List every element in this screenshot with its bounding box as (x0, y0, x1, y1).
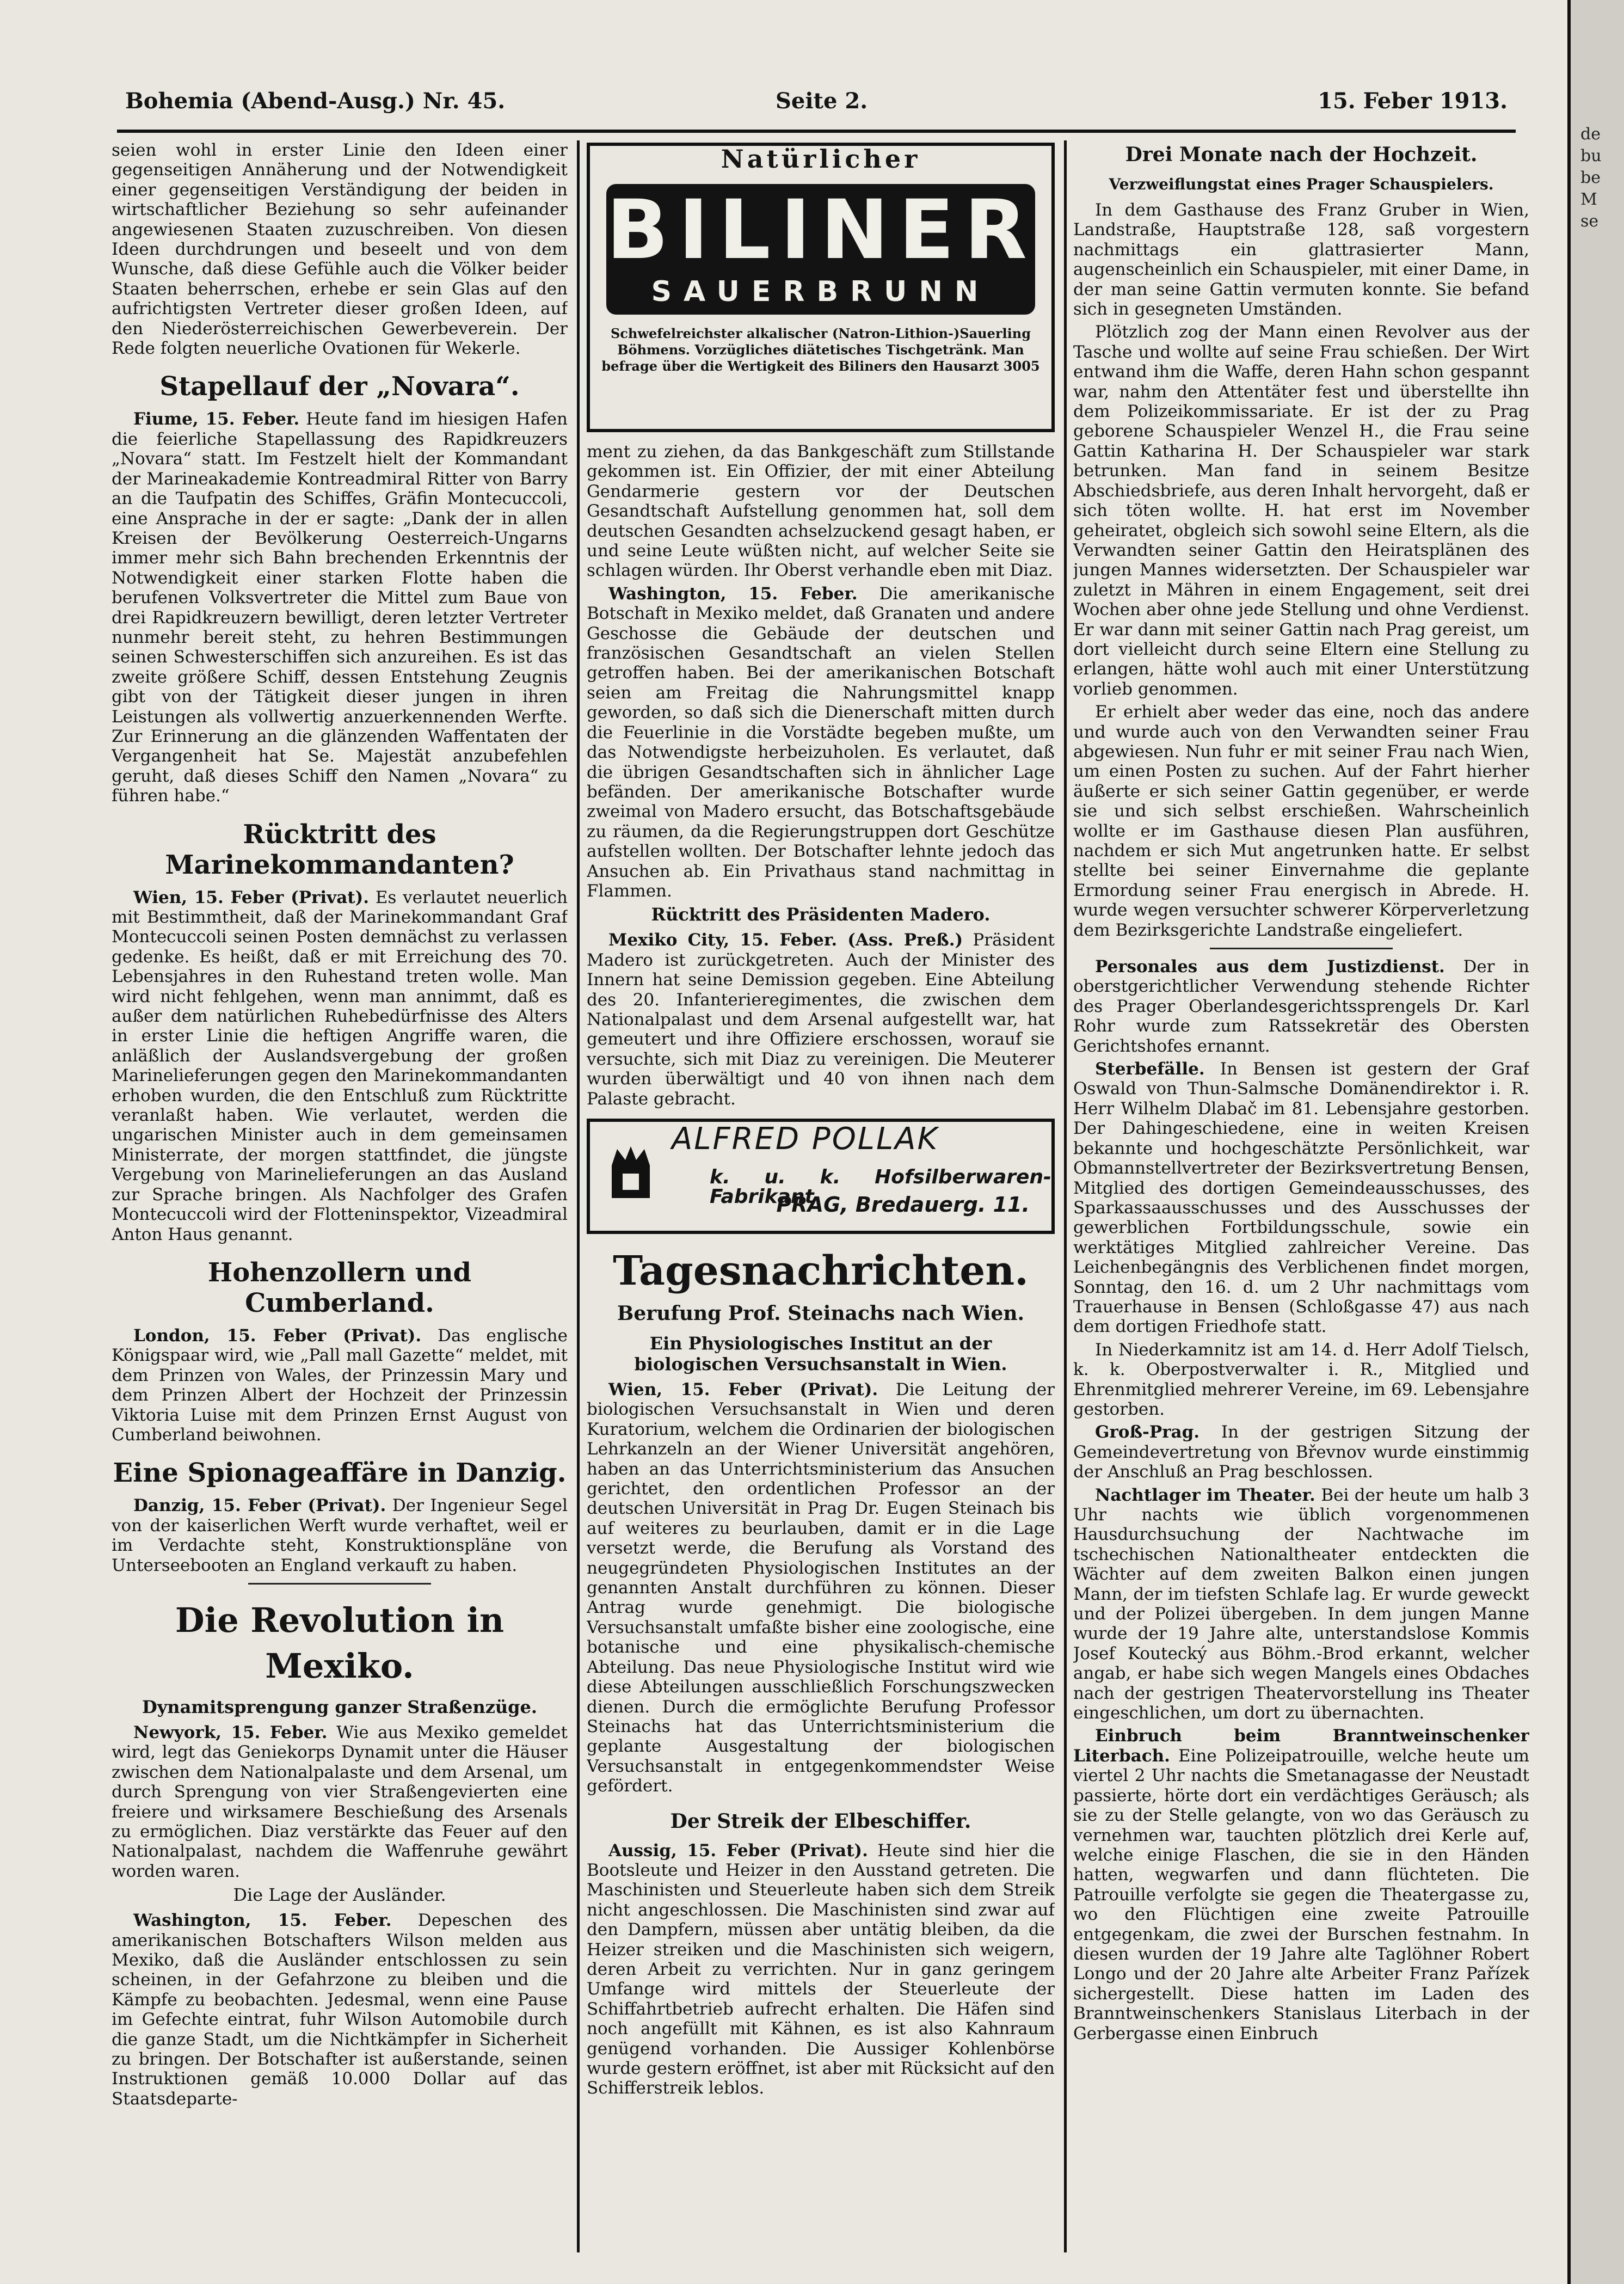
section-title-tagesnachrichten: Tagesnachrichten. (613, 1248, 1029, 1294)
article-text: Der in oberstgerichtlicher Verwendung stehende Richter des Prager Oberlandesgerichtssprengels Dr. Karl Rohr wurde zum Ratssekretär des Obersten Gerichtshofes ernannt. (1073, 957, 1529, 1056)
dateline: Aussig, 15. Feber (Privat). (608, 1840, 868, 1861)
article-spionage (112, 1496, 568, 1575)
page-header (125, 82, 1508, 125)
article-text: Präsident Madero ist zurückgetreten. Auch der Minister des Innern hat seine Demission gegeben. Eine Abteilung des 20. Infanterieregimentes, die zwischen dem Nationalpalast und dem Arsenal aufgestellt war, hat gemeutert und ihre Offiziere erschossen, worauf sie versuchte, sich mit Diaz zu vereinigen. Die Meuterer wurden überwältigt und 40 von ihnen nach dem Palaste gebracht. (587, 930, 1055, 1109)
item-title: Nachtlager im Theater. (1095, 1485, 1315, 1505)
headline-spionage: Eine Spionageaffäre in Danzig. (113, 1458, 567, 1489)
subheadline-revolution: Dynamitsprengung ganzer Straßenzüge. (142, 1696, 538, 1717)
article-steinach (587, 1380, 1055, 1796)
headline-ruecktritt: Rücktritt des Marinekommandanten? (165, 819, 514, 880)
article-text: Wie aus Mexiko gemeldet wird, legt das Geniekorps Dynamit unter die Häuser zwischen dem Nationalpalaste und dem Arsenal, um durch Sprengung von vier Straßengevierten eine freiere und wirksamere Beschießung des Arsenals zu ermöglichen. Diaz verstärkte das Feuer auf den Nationalpalast, nachdem die Waffenruhe gewährt worden waren. (112, 1722, 568, 1881)
dateline: Newyork, 15. Feber. (133, 1722, 328, 1742)
article-text: Das englische Königspaar wird, wie „Pall mall Gazette“ meldet, mit dem Prinzen von Wales, der Prinzessin Mary und dem Prinzen Albert der Hochzeit der Prinzessin Viktoria Luise mit dem Prinzen Ernst August von Cumberland beiwohnen. (112, 1325, 568, 1445)
news-nachtlager (1073, 1485, 1529, 1723)
header-rule (117, 130, 1516, 133)
item-title: Einbruch beim Branntweinschenker Literbach. (1073, 1726, 1529, 1766)
column-divider-1 (577, 140, 580, 2252)
dateline: London, 15. Feber (Privat). (133, 1325, 422, 1346)
headline-steinach: Berufung Prof. Steinachs nach Wien. (617, 1302, 1025, 1325)
article-text: Der Ingenieur Segel von der kaiserlichen Werft wurde verhaftet, weil er im Verdachte steht, Konstruktionspläne von Unterseebooten an England verkauft zu haben. (112, 1496, 568, 1575)
column-divider-2 (1064, 140, 1067, 2252)
biliner-brand: BILINER (606, 183, 1037, 278)
news-einbruch (1073, 1726, 1529, 2043)
header-page-number: Seite 2. (776, 88, 868, 114)
biliner-ad-band (606, 184, 1035, 315)
biliner-sub: SAUERBRUNN (651, 275, 991, 308)
dateline: Danzig, 15. Feber (Privat). (133, 1496, 386, 1516)
headline-drei-monate: Drei Monate nach der Hochzeit. (1125, 143, 1478, 166)
dateline: Washington, 15. Feber. (608, 584, 858, 604)
crown-emblem-icon (606, 1144, 655, 1204)
subheadline-drei-monate: Verzweiflungstat eines Prager Schauspielers. (1109, 175, 1494, 193)
article-revolution (112, 1723, 568, 1881)
dateline: Wien, 15. Feber (Privat). (608, 1380, 878, 1399)
headline-novara: Stapellauf der „Novara“. (159, 371, 520, 402)
edge-fragment: M (1580, 190, 1597, 209)
article-elbeschiffer (587, 1841, 1055, 2098)
pollak-name: ALFRED POLLAK (672, 1121, 939, 1157)
article-text: Eine Polizeipatrouille, welche heute um viertel 2 Uhr nachts die Smetanagasse der Neustadt passierte, hörte dort ein verdächtiges Geräusch; als sie zu der Stelle gelangte, von wo das Geräusch zu vernehmen war, tauchten plötzlich drei Kerle auf, welche einige Flaschen, die sie in den Händen hatten, wegwarfen und dann flüchteten. Die Patrouille verfolgte sie gegen die Theatergasse zu, wo den Flüchtigen eine zweite Patrouille entgegenkam, die zwei der Burschen festnahm. In diesen wurden der 19 Jahre alte Taglöhner Robert Longo und der 20 Jahre alte Arbeiter Franz Pařízek sichergestellt. Diese hatten im Laden des Branntweinschenkers Stanislaus Literbach in der Gerbergasse einen Einbruch (1073, 1746, 1529, 2043)
column-1 (112, 140, 568, 2258)
item-title: Sterbefälle. (1095, 1059, 1205, 1079)
edge-fragment: se (1580, 212, 1599, 231)
article-text: Er erhielt aber weder das eine, noch das andere und wurde auch von den Verwandten seiner Frau abgewiesen. Nun fuhr er mit seiner Frau nach Wien, um einen Posten zu suchen. Auf der Fahrt hierher äußerte er sich seiner Gattin gegenüber, er werde sie und sich selbst erschießen. Wahrscheinlich wollte er im Gasthause diesen Plan ausführen, nachdem er sich Mut angetrunken hatte. Er selbst stellte bei seiner Einvernahme die geplante Ermordung seiner Frau energisch in Abrede. H. wurde wegen versuchter schwerer Körperverletzung dem Bezirksgerichte Landstraße eingeliefert. (1073, 702, 1529, 940)
edge-fragment: bu (1580, 146, 1602, 165)
headline-revolution: Die Revolution in Mexiko. (175, 1600, 505, 1686)
biliner-ad-top: Natürlicher (721, 144, 921, 174)
headline-hohenzollern: Hohenzollern und Cumberland. (207, 1257, 472, 1318)
adjacent-page-edge (1567, 0, 1624, 2284)
dateline: Mexiko City, 15. Feber. (Ass. Preß.) (608, 930, 963, 950)
article-text: Die Leitung der biologischen Versuchsanstalt in Wien und deren Kuratorium, welchem die Ordinarien der biologischen Lehrkanzeln an der Wiener Universität angehören, haben an das Unterrichtsministerium das Ansuchen gerichtet, den ordentlichen Professor an der deutschen Universität in Prag Dr. Eugen Steinach bis auf weiteres zu beurlauben, damit er in die Lage versetzt werde, die Berufung als Vorstand des neugegründeten Physiologischen Institutes an der genannten Anstalt durchführen zu können. Dieser Antrag wurde genehmigt. Die biologische Versuchsanstalt umfaßte bisher eine zoologische, eine botanische und eine physikalisch-chemische Abteilung. Das neue Physiologische Institut wird wie diese Abteilungen ausschließlich Forschungszwecken dienen. Durch die ermöglichte Berufung Professor Steinachs hat das Unterrichtsministerium die geplante Ausgestaltung der biologischen Versuchsanstalt in entgegenkommendster Weise gefördert. (587, 1380, 1055, 1796)
article-text: ment zu ziehen, da das Bankgeschäft zum Stillstande gekommen ist. Ein Offizier, der mit einer Abteilung Gendarmerie gestern vor der Deutschen Gesandtschaft Aufstellung genommen hat, soll dem deutschen Gesandten achselzuckend gesagt haben, er und seine Leute wüßten nicht, auf welcher Seite sie schlagen würden. Ihr Oberst verhandle eben mit Diaz. (587, 442, 1055, 581)
news-sterbefaelle (1073, 1059, 1529, 1337)
article-text: Es verlautet neuerlich mit Bestimmtheit, daß der Marinekommandant Graf Montecuccoli seinen Posten demnächst zu verlassen gedenke. Es heißt, daß er mit Erreichung des 70. Lebensjahres in den Ruhestand treten wolle. Man wird nicht fehlgehen, wenn man annimmt, daß es außer dem natürlichen Ruhebedürfnisse des Alters in erster Linie die heftigen Angriffe waren, die anläßlich der Auslandsvergebung der großen Marinelieferungen gegen den Marinekommandanten erhoben wurden, die den Entschluß zum Rücktritte veranlaßt haben. Wie verlautet, werden die ungarischen Minister auch in dem gemeinsamen Ministerrate, der morgen stattfindet, die jüngste Vergebung von Marinelieferungen an das Ausland zur Sprache bringen. Als Nachfolger des Grafen Montecuccoli wird der Flotteninspektor, Vizeadmiral Anton Haus genannt. (112, 887, 568, 1244)
news-gross-prag (1073, 1422, 1529, 1482)
subheadline-lage: Die Lage der Ausländer. (233, 1884, 446, 1906)
pollak-title: k. u. k. Hofsilberwaren-Fabrikant (710, 1166, 1051, 1208)
item-title: Groß-Prag. (1095, 1422, 1200, 1442)
subheadline-madero: Rücktritt des Präsidenten Madero. (651, 904, 991, 925)
article-washington (587, 584, 1055, 901)
article-novara (112, 409, 568, 806)
pollak-advertisement (587, 1119, 1055, 1234)
article-madero (587, 930, 1055, 1109)
column-3 (1073, 140, 1529, 2258)
header-masthead: Bohemia (Abend-Ausg.) Nr. 45. (125, 88, 506, 114)
column-2 (587, 140, 1055, 2258)
article-lage (112, 1911, 568, 2109)
divider (1210, 948, 1392, 949)
biliner-advertisement (587, 143, 1055, 432)
news-personales (1073, 957, 1529, 1056)
edge-fragment: de (1580, 125, 1601, 144)
article-text: Plötzlich zog der Mann einen Revolver aus der Tasche und wollte auf seine Frau schießen. Der Wirt entwand ihm die Waffe, deren Hahn schon gespannt war, nahm den Attentäter fest und überstellte ihn dem Polizeikommissariate. Er ist der zu Prag geborene Schauspieler Wenzel H., die Frau seine Gattin Katharina H. Der Schauspieler war stark betrunken. Man fand in seinem Besitze Abschiedsbriefe, aus deren Inhalt hervorgeht, daß er sich töten wollte. H. hat erst im November geheiratet, obgleich sich sowohl seine Eltern, als die Verwandten seiner Gattin den Heiratsplänen des jungen Mannes widersetzten. Der Schauspieler war zuletzt in Mähren in einem Engagement, seit drei Wochen aber ohne jede Stellung und ohne Verdienst. Er war dann mit seiner Gattin nach Prag gereist, um dort vielleicht durch seine Eltern eine Stellung zu erlangen, hätte wohl auch mit einer Unterstützung vorlieb genommen. (1073, 322, 1529, 699)
biliner-description: Schwefelreichster alkalischer (Natron-Lithion-)Sauerling Böhmens. Vorzügliches diätetisches Tischgetränk. Man befrage über die Wertigkeit des Biliners den Hausarzt 3005 (601, 326, 1040, 374)
pollak-address: PRAG, Bredauerg. 11. (776, 1193, 1030, 1217)
subheadline-steinach: Ein Physiologisches Institut an der biologischen Versuchsanstalt in Wien. (634, 1333, 1007, 1374)
item-title: Personales aus dem Justizdienst. (1095, 957, 1445, 977)
article-text: Heute fand im hiesigen Hafen die feierliche Stapellassung des Rapidkreuzers „Novara“ statt. Im Festzelt hielt der Kommandant der Marineakademie Kontreadmiral Ritter von Barry an die Taufpatin des Schiffes, Gräfin Montecuccoli, eine Ansprache in der er sagte: „Dank der in allen Kreisen der Bevölkerung Oesterreich-Ungarns immer mehr sich Bahn brechenden Erkenntnis der Notwendigkeit einer starken Flotte haben die berufenen Volksvertreter die Mittel zum Baue von drei Rapidkreuzern bewilligt, deren letzter Vertreter nunmehr bereit steht, zu hehren Bestimmungen seinen Schwesterschiffen sich anzureihen. Es ist das zweite größere Schiff, dessen Entstehung Zeugnis gibt von der Tätigkeit dieser jungen in ihren Leistungen als vollwertig anzuerkennenden Werfte. Zur Erinnerung an die glänzenden Waffentaten der Vergangenheit hat Se. Majestät anzubefehlen geruht, daß dieses Schiff den Namen „Novara“ zu führen habe.“ (112, 409, 568, 806)
article-text: Bei der heute um halb 3 Uhr nachts wie üblich vorgenommenen Hausdurchsuchung der Nachtwache im tschechischen Nationaltheater entdeckten die Wächter auf dem zweiten Balkon einen jungen Mann, der im tiefsten Schlafe lag. Er wurde geweckt und der Polizei übergeben. In dem jungen Manne wurde der 19 Jahre alte, unterstandslose Kommis Josef Koutecký aus Böhm.-Brod erkannt, welcher angab, er habe sich wegen Mangels eines Obdaches nach der gestrigen Theatervorstellung ins Theater eingeschlichen, um dort zu übernachten. (1073, 1485, 1529, 1723)
article-text: In dem Gasthause des Franz Gruber in Wien, Landstraße, Hauptstraße 128, saß vorgestern nachmittags ein glattrasierter Mann, augenscheinlich ein Schauspieler, mit einer Dame, in der man seine Gattin vermuten konnte. Sie befand sich in gesegneten Umständen. (1073, 200, 1529, 320)
header-date: 15. Feber 1913. (1318, 88, 1508, 114)
article-hohenzollern (112, 1326, 568, 1445)
article-text: In der gestrigen Sitzung der Gemeindevertretung von Břevnov wurde einstimmig der Anschluß an Prag beschlossen. (1073, 1422, 1529, 1482)
headline-elbeschiffer: Der Streik der Elbeschiffer. (670, 1809, 971, 1833)
dateline: Wien, 15. Feber (Privat). (133, 887, 370, 907)
dateline: Fiume, 15. Feber. (133, 409, 300, 429)
article-ruecktritt (112, 888, 568, 1244)
divider (248, 1583, 430, 1585)
article-text: Heute sind hier die Bootsleute und Heizer in den Ausstand getreten. Die Maschinisten und Steuerleute haben sich dem Streik nicht angeschlossen. Die Maschinisten sind zwar auf den Dampfern, müssen aber untätig bleiben, da die Heizer streiken und die Maschinisten sich weigern, deren Arbeit zu verrichten. Nur in ganz geringem Umfange wird mittels der Steuerleute der Schiffahrtbetrieb aufrecht erhalten. Die Häfen sind noch angefüllt mit Kähnen, es ist also Kahnraum genügend vorhanden. Die Aussiger Kohlenbörse wurde gestern eröffnet, ist aber mit Rücksicht auf den Schifferstreik leblos. (587, 1840, 1055, 2098)
article-text: Depeschen des amerikanischen Botschafters Wilson melden aus Mexiko, daß die Ausländer entschlossen zu sein scheinen, in der Gefahrzone zu bleiben und die Kämpfe zu beobachten. Jedesmal, wenn eine Pause im Gefechte eintrat, fuhr Wilson Automobile durch die ganze Stadt, um die Nichtkämpfer in Sicherheit zu bringen. Der Botschafter ist außerstande, seinen Instruktionen gemäß 10.000 Dollar auf das Staatsdeparte- (112, 1911, 568, 2109)
article-text: Die amerikanische Botschaft in Mexiko meldet, daß Granaten und andere Geschosse die Gebäude der deutschen und französischen Gesandtschaft an vielen Stellen getroffen haben. Bei der amerikanischen Botschaft seien am Freitag die Nahrungsmittel knapp geworden, so daß sich die Dienerschaft mitten durch die Feuerlinie in die Vorstädte begeben mußte, um das Notwendigste herbeizuholen. Es verlautet, daß die übrigen Gesandtschaften sich in ähnlicher Lage befänden. Der amerikanische Botschafter wurde zweimal von Madero ersucht, das Botschaftsgebäude zu räumen, da die Regierungstruppen dort Geschütze aufstellen wollten. Der Botschafter lehnte jedoch das Ansuchen ab. Ein Privathaus stand nachmittag in Flammen. (587, 584, 1055, 901)
article-text: In Bensen ist gestern der Graf Oswald von Thun-Salmsche Domänendirektor i. R. Herr Wilhelm Dlabač im 81. Lebensjahre gestorben. Der Dahingeschiedene, eine in weiten Kreisen bekannte und hochgeschätzte Persönlichkeit, war Obmannstellvertreter der Bezirksvertretung Bensen, Mitglied des dortigen Gemeindeausschusses, des Sparkassaausschusses und des Ausschusses der gewerblichen Fortbildungsschule, sowie ein werktätiges Mitglied zahlreicher Vereine. Das Leichenbegängnis des Verblichenen findet morgen, Sonntag, den 16. d. um 2 Uhr nachmittags vom Trauerhause in Bensen (Schloßgasse 47) aus nach dem dortigen Friedhofe statt. (1073, 1059, 1529, 1337)
dateline: Washington, 15. Feber. (133, 1911, 392, 1931)
edge-fragment: be (1580, 168, 1601, 187)
article-text: In Niederkamnitz ist am 14. d. Herr Adolf Tielsch, k. k. Oberpostverwalter i. R., Mitglied und Ehrenmitglied mehrerer Vereine, im 69. Lebensjahre gestorben. (1073, 1340, 1529, 1419)
article-text: seien wohl in erster Linie den Ideen einer gegenseitigen Annäherung und der Notwendigkeit einer gegenseitigen Verständigung der beiden in wirtschaftlicher Beziehung so sehr aufeinander angewiesenen Staaten zuzuschreiben. Von diesen Ideen durchdrungen und beseelt und von dem Wunsche, daß diese Gefühle auch die Völker beider Staaten beherrschen, erhebe er sein Glas auf den aufrichtigsten Vertreter dieser großen Ideen, auf den Niederösterreichischen Gewerbeverein. Der Rede folgten neuerliche Ovationen für Wekerle. (112, 140, 568, 359)
